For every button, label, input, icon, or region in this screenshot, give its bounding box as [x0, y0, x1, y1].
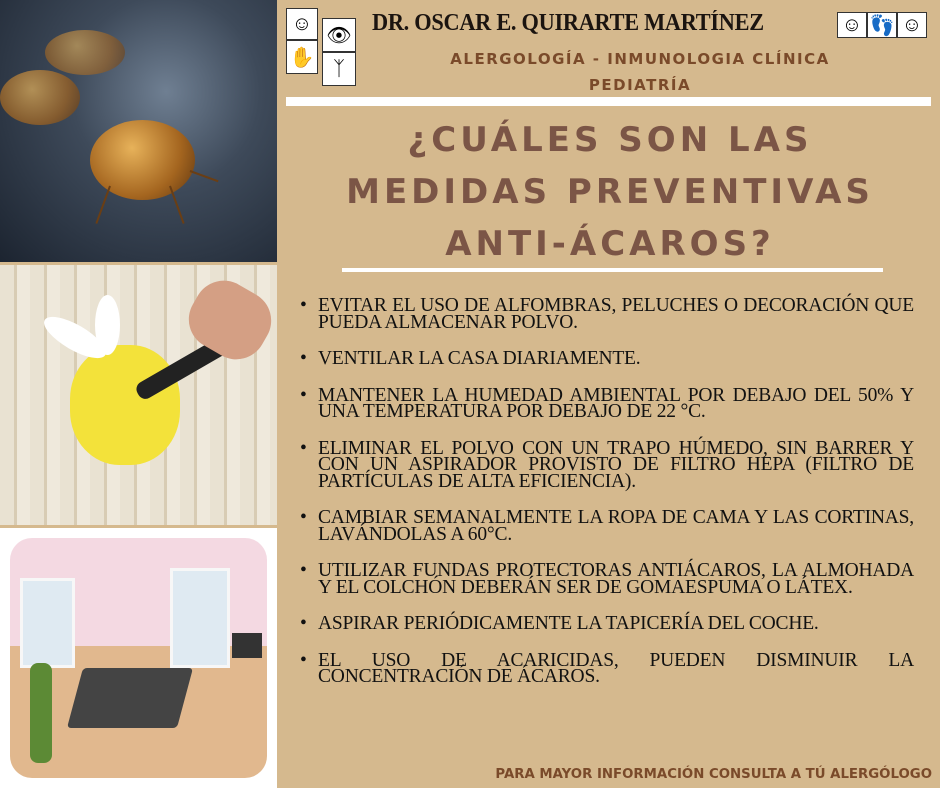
title-divider	[342, 268, 883, 272]
list-item: • EVITAR EL USO DE ALFOMBRAS, PELUCHES O DECORACIÓN QUE PUEDA ALMACENAR POLVO.	[300, 298, 914, 331]
measures-list	[300, 295, 914, 706]
hand-skin-icon: ✋	[286, 40, 318, 74]
lungs-icon: ᛉ	[322, 52, 356, 86]
vacuuming-plush-toy-photo	[0, 265, 277, 525]
baby-face-icon: ☺	[837, 12, 867, 38]
list-item: • UTILIZAR FUNDAS PROTECTORAS ANTIÁCAROS, LA ALMOHADA Y EL COLCHÓN DEBERÁN SER DE GOMAESPUMA O LÁTEX.	[300, 563, 914, 596]
list-item: • EL USO DE ACARICIDAS, PUEDEN DISMINUIR LA CONCENTRACIÓN DE ÁCAROS.	[300, 653, 914, 686]
footer-note: PARA MAYOR INFORMACIÓN CONSULTA A TÚ ALERGÓLOGO	[495, 767, 932, 782]
list-item: • CAMBIAR SEMANALMENTE LA ROPA DE CAMA Y LAS CORTINAS, LAVÁNDOLAS A 60°C.	[300, 510, 914, 543]
specialty: ALERGOLOGÍA - INMUNOLOGIA CLÍNICA	[450, 50, 830, 68]
baby-icon: ☺	[897, 12, 927, 38]
list-item: • MANTENER LA HUMEDAD AMBIENTAL POR DEBAJO DEL 50% Y UNA TEMPERATURA POR DEBAJO DE 22 °C.	[300, 388, 914, 421]
dust-mites-photo	[0, 0, 277, 262]
list-item: • ASPIRAR PERIÓDICAMENTE LA TAPICERÍA DEL COCHE.	[300, 616, 914, 633]
page-title	[300, 114, 920, 270]
title-line: ANTI-ÁCAROS?	[445, 224, 775, 264]
title-line: ¿CUÁLES SON LAS	[407, 120, 813, 160]
title-line: MEDIDAS PREVENTIVAS	[346, 172, 874, 212]
header-divider	[286, 97, 931, 106]
doctor-name: DR. OSCAR E. QUIRARTE MARTÍNEZ	[372, 10, 764, 36]
face-allergy-icon: ☺	[286, 8, 318, 40]
ventilated-room-illustration	[0, 528, 277, 788]
baby-feet-icon: 👣	[867, 12, 897, 38]
subspecialty: PEDIATRÍA	[588, 76, 692, 94]
list-item: • VENTILAR LA CASA DIARIAMENTE.	[300, 351, 914, 368]
list-item: • ELIMINAR EL POLVO CON UN TRAPO HÚMEDO, SIN BARRER Y CON UN ASPIRADOR PROVISTO DE FILTRO HEPA (FILTRO DE PARTÍCULAS DE ALTA EFICIENCIA).	[300, 441, 914, 491]
eye-allergy-icon: 👁	[322, 18, 356, 52]
